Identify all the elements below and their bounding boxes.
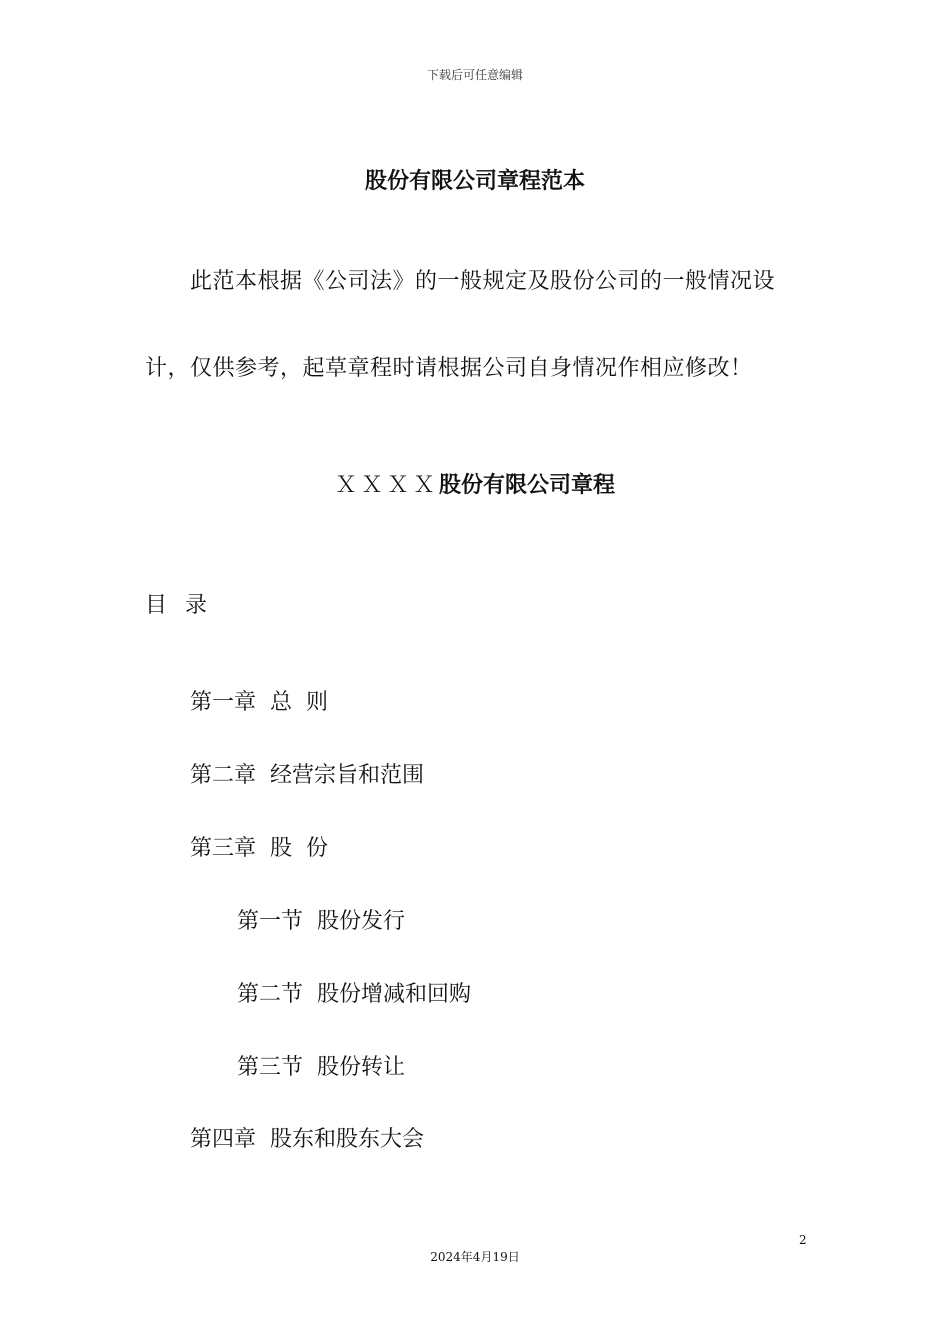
intro-paragraph-line-1: 此范本根据《公司法》的一般规定及股份公司的一般情况设 bbox=[190, 269, 776, 294]
intro-paragraph-line-2: 计，仅供参考，起草章程时请根据公司自身情况作相应修改！ bbox=[145, 356, 753, 381]
toc-item-title: 股份转让 bbox=[317, 1055, 406, 1080]
document-title: 股份有限公司章程范本 bbox=[364, 169, 585, 194]
toc-heading: 目录 bbox=[145, 593, 226, 618]
footer-date: 2024年4月19日 bbox=[430, 1250, 520, 1264]
toc-item-title: 经营宗旨和范围 bbox=[270, 763, 425, 788]
toc-item-number: 第一节 bbox=[237, 909, 304, 934]
toc-item-title: 股份增减和回购 bbox=[317, 982, 472, 1007]
toc-item-number: 第二节 bbox=[237, 982, 304, 1007]
toc-item-section-1[interactable] bbox=[237, 904, 405, 935]
toc-item-title: 总 则 bbox=[270, 690, 329, 715]
toc-item-title: 股 份 bbox=[270, 836, 329, 861]
toc-item-section-3[interactable] bbox=[237, 1050, 405, 1081]
toc-item-chapter-1[interactable] bbox=[190, 685, 328, 716]
company-charter-title-text: 股份有限公司章程 bbox=[439, 473, 616, 498]
toc-item-number: 第三章 bbox=[190, 836, 257, 861]
toc-item-number: 第四章 bbox=[190, 1127, 257, 1152]
toc-item-chapter-4[interactable] bbox=[190, 1122, 424, 1153]
company-name-placeholder: ＸＸＸＸ bbox=[334, 473, 439, 498]
toc-item-number: 第三节 bbox=[237, 1055, 304, 1080]
toc-item-chapter-3[interactable] bbox=[190, 831, 328, 862]
toc-item-title: 股份发行 bbox=[317, 909, 406, 934]
header-note: 下载后可任意编辑 bbox=[426, 68, 523, 82]
toc-item-chapter-2[interactable] bbox=[190, 758, 424, 789]
toc-item-number: 第二章 bbox=[190, 763, 257, 788]
company-charter-title bbox=[0, 468, 950, 499]
page-number: 2 bbox=[799, 1233, 807, 1247]
toc-item-number: 第一章 bbox=[190, 690, 257, 715]
toc-item-title: 股东和股东大会 bbox=[270, 1127, 425, 1152]
toc-item-section-2[interactable] bbox=[237, 977, 471, 1008]
